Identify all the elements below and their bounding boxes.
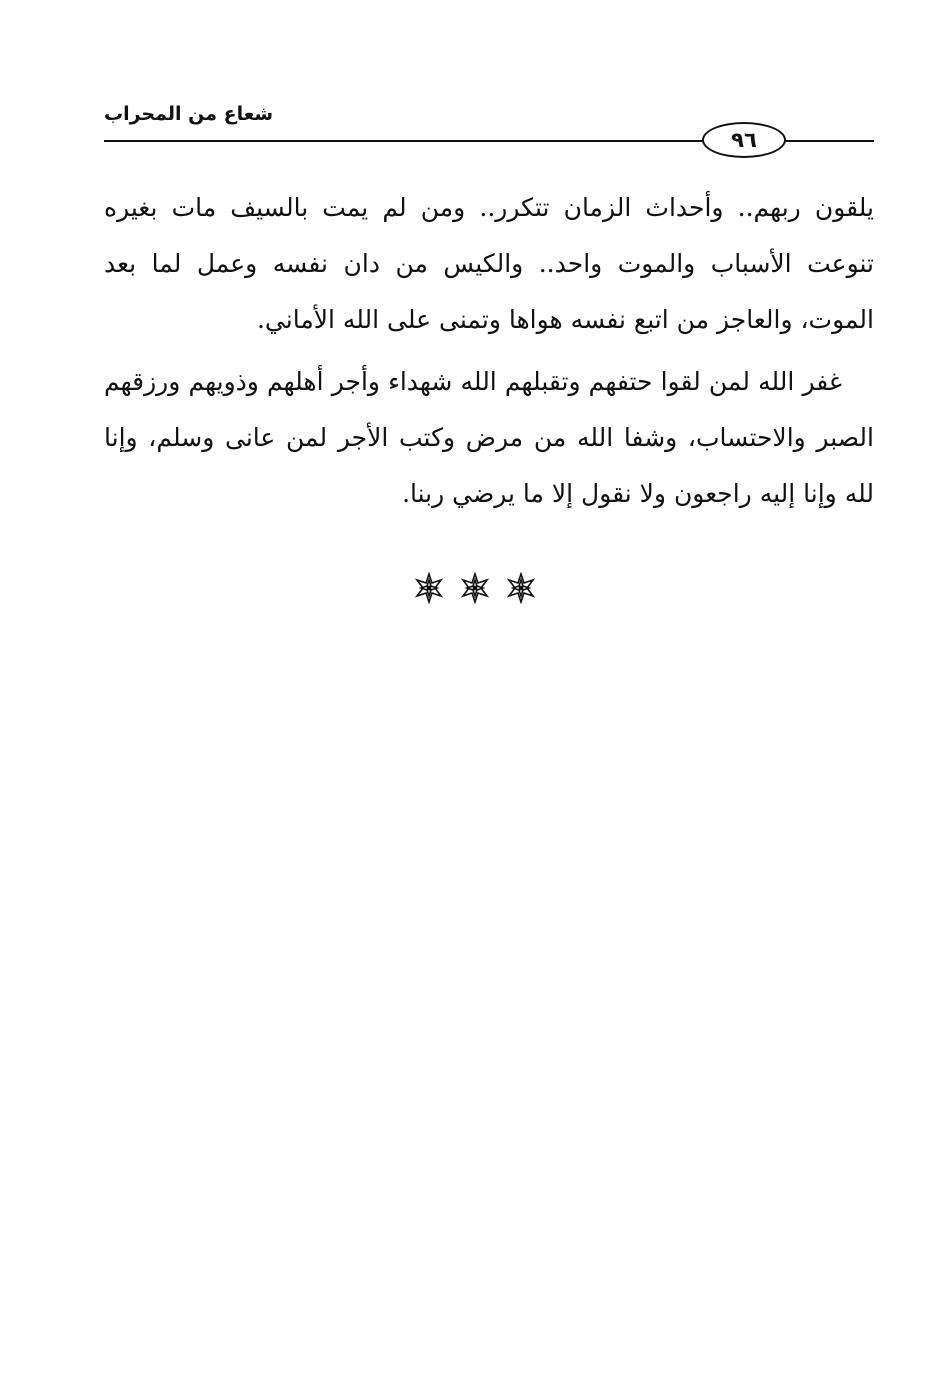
page-number-oval <box>702 122 786 158</box>
page-number: ٩٦ <box>731 127 757 152</box>
paragraph-1: يلقون ربهم.. وأحداث الزمان تتكرر.. ومن لم يمت بالسيف مات بغيره تنوعت الأسباب والموت واحد.. والكيس من دان نفسه وعمل لما بعد الموت، والعاجز من اتبع نفسه هواها وتمنى على الله الأماني. <box>104 193 874 334</box>
flower-ornament-icon <box>505 572 537 604</box>
body-text <box>104 180 874 522</box>
flower-ornament-icon <box>459 572 491 604</box>
paragraph-2: غفر الله لمن لقوا حتفهم وتقبلهم الله شهداء وأجر أهلهم وذويهم ورزقهم الصبر والاحتساب، وشفا الله من مرض وكتب الأجر لمن عانى وسلم، وإنا لله وإنا إليه راجعون ولا نقول إلا ما يرضي ربنا. <box>104 367 874 508</box>
running-title: شعاع من المحراب <box>104 103 274 125</box>
flower-ornament-icon <box>413 572 445 604</box>
section-end-ornaments <box>0 572 950 604</box>
